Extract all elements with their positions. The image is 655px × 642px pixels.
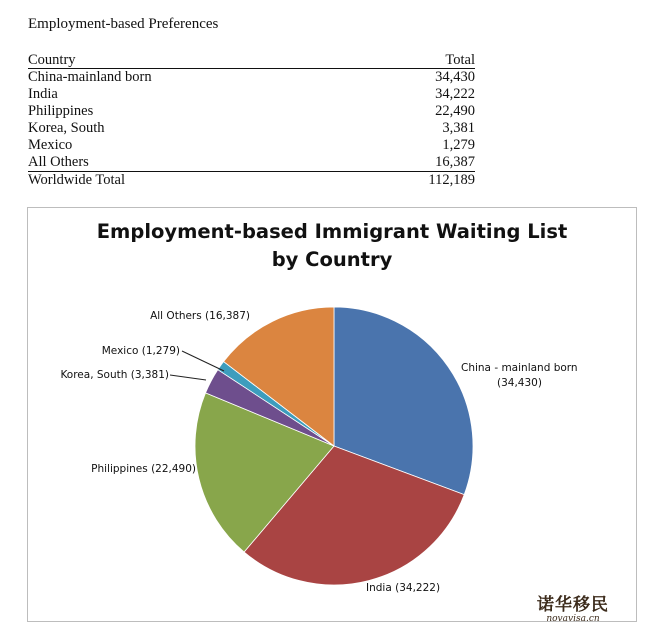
data-label-india: India (34,222) <box>366 582 441 594</box>
table-row <box>28 69 475 87</box>
watermark-text-cn: 诺华移民 <box>537 595 609 615</box>
country-cell: All Others <box>28 154 353 172</box>
data-label-philippines: Philippines (22,490) <box>91 463 196 475</box>
data-label-mexico: Mexico (1,279) <box>101 345 180 357</box>
preferences-table <box>28 52 475 189</box>
document-heading: Employment-based Preferences <box>28 16 219 32</box>
total-cell: 34,430 <box>435 69 475 85</box>
total-cell: 1,279 <box>442 137 475 153</box>
country-cell: Korea, South <box>28 120 105 136</box>
table-total-row <box>28 172 475 190</box>
data-label-all-others: All Others (16,387) <box>150 310 250 322</box>
watermark-text-en: novavisa.cn <box>546 614 600 624</box>
table-row <box>28 86 475 103</box>
country-cell: Mexico <box>28 137 73 153</box>
total-cell: 16,387 <box>353 154 475 172</box>
table-row <box>28 120 475 137</box>
country-cell: Philippines <box>28 103 94 119</box>
worldwide-total-value: 112,189 <box>428 172 475 188</box>
total-cell: 3,381 <box>442 120 475 136</box>
table-row <box>28 137 475 154</box>
data-label-korea-south: Korea, South (3,381) <box>60 369 169 381</box>
table-row <box>28 154 475 172</box>
column-header-total: Total <box>353 52 475 69</box>
worldwide-total-label: Worldwide Total <box>28 172 126 188</box>
table-header-row <box>28 52 475 69</box>
watermark-logo <box>508 590 638 624</box>
leader-line-korea-south <box>170 375 206 380</box>
leader-line-mexico <box>182 351 224 371</box>
column-header-country: Country <box>28 52 353 69</box>
chart-title-line-1: Employment-based Immigrant Waiting List <box>96 220 568 243</box>
pie-chart <box>28 208 636 621</box>
total-cell: 22,490 <box>435 103 475 119</box>
pie-chart-frame <box>27 207 637 622</box>
country-cell: China-mainland born <box>28 69 152 85</box>
data-label-china-mainland-born: China - mainland born (34,430) <box>461 362 578 389</box>
total-cell: 34,222 <box>435 86 475 102</box>
chart-title-line-2: by Country <box>271 248 393 271</box>
country-cell: India <box>28 86 58 102</box>
table-row <box>28 103 475 120</box>
